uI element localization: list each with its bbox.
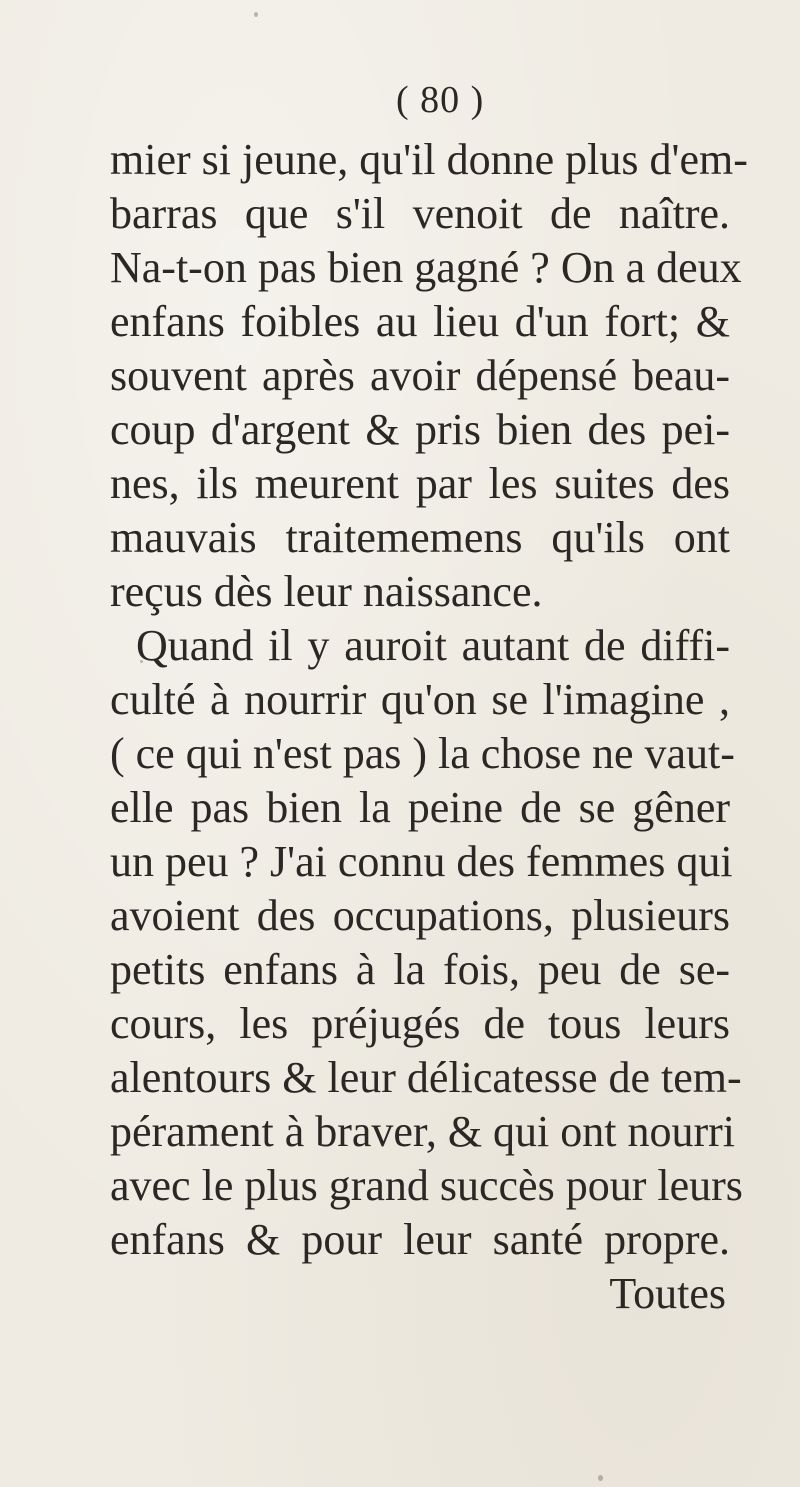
text-line: souvent après avoir dépensé beau- [110, 351, 730, 400]
page-number: ( 80 ) [396, 79, 485, 121]
text-line: coup d'argent & pris bien des pei- [110, 405, 730, 454]
text-line: mauvais traitememens qu'ils ont [110, 513, 730, 562]
text-line: petits enfans à la fois, peu de se- [110, 945, 730, 994]
text-line: barras que s'il venoit de naître. [110, 189, 730, 238]
text-line: un peu ? J'ai connu des femmes qui [110, 837, 733, 886]
text-line: mier si jeune, qu'il donne plus d'em- [110, 135, 748, 184]
paragraph-start-line: Quand il y auroit autant de diffi- [136, 621, 730, 670]
text-line: avec le plus grand succès pour leurs [110, 1161, 743, 1210]
text-line: reçus dès leur naissance. [110, 567, 543, 616]
text-line: alentours & leur délicatesse de tem- [110, 1053, 742, 1102]
text-line: ( ce qui n'est pas ) la chose ne vaut- [110, 729, 735, 778]
text-line: enfans foibles au lieu d'un fort; & [110, 297, 730, 346]
catchword: Toutes [609, 1269, 726, 1318]
text-line: avoient des occupations, plusieurs [110, 891, 730, 940]
text-line: culté à nourrir qu'on se l'imagine , [110, 675, 730, 724]
text-line: Na-t-on pas bien gagné ? On a deux [110, 243, 742, 292]
text-line: elle pas bien la peine de se gêner [110, 783, 730, 832]
paper-speck [140, 660, 143, 663]
text-line: nes, ils meurent par les suites des [110, 459, 730, 508]
text-line: pérament à braver, & qui ont nourri [110, 1107, 736, 1156]
body-text [110, 133, 748, 1321]
paper-speck [254, 12, 258, 17]
text-line: cours, les préjugés de tous leurs [110, 999, 730, 1048]
paper-speck [598, 1475, 603, 1481]
text-line: enfans & pour leur santé propre. [110, 1215, 730, 1264]
